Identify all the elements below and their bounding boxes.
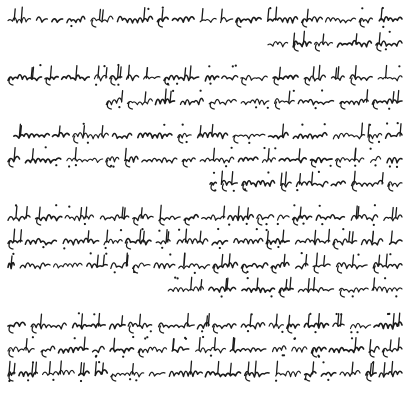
urdu-dot <box>274 147 276 149</box>
urdu-dot <box>372 362 374 364</box>
urdu-dot <box>146 336 148 338</box>
urdu-dot <box>322 361 324 363</box>
urdu-dot <box>163 124 165 126</box>
urdu-dot <box>210 355 212 357</box>
urdu-dot <box>357 254 359 256</box>
urdu-dot <box>231 147 233 149</box>
urdu-dot <box>386 122 388 124</box>
urdu-dot <box>80 380 82 382</box>
urdu-dot <box>63 247 65 249</box>
urdu-dot <box>265 223 267 225</box>
urdu-dot <box>304 378 306 380</box>
urdu-dot <box>293 90 295 92</box>
urdu-dot <box>45 146 47 148</box>
urdu-dot <box>256 228 258 230</box>
urdu-dot <box>340 313 342 315</box>
urdu-dot <box>233 190 235 192</box>
urdu-dot <box>78 312 80 314</box>
urdu-dot <box>318 171 320 173</box>
urdu-dot <box>87 142 89 144</box>
urdu-dot <box>55 164 57 166</box>
urdu-dot <box>39 64 41 66</box>
urdu-dot <box>84 223 86 225</box>
urdu-dot <box>161 247 163 249</box>
urdu-dot <box>301 252 303 254</box>
urdu-dot <box>283 354 285 356</box>
urdu-dot <box>266 229 268 231</box>
urdu-dot <box>178 229 180 231</box>
urdu-dot <box>68 165 70 167</box>
urdu-dot <box>93 313 95 315</box>
urdu-dot <box>202 336 204 338</box>
urdu-dot <box>235 65 237 67</box>
urdu-dot <box>167 83 169 85</box>
urdu-dot <box>336 313 338 315</box>
urdu-dot <box>330 165 332 167</box>
urdu-dot <box>32 361 34 363</box>
urdu-dot <box>228 224 230 226</box>
urdu-dot <box>267 171 269 173</box>
urdu-dot <box>395 295 397 297</box>
urdu-dot <box>174 277 176 279</box>
urdu-dot <box>384 277 386 279</box>
urdu-dot <box>208 65 210 67</box>
urdu-dot <box>248 142 250 144</box>
urdu-dot <box>55 204 57 206</box>
urdu-dot <box>194 272 196 274</box>
urdu-dot <box>219 247 221 249</box>
urdu-dot <box>90 252 92 254</box>
urdu-dot <box>388 108 390 110</box>
urdu-dot <box>277 223 279 225</box>
urdu-dot <box>201 330 203 332</box>
urdu-dot <box>389 165 391 167</box>
urdu-dot <box>232 65 234 67</box>
urdu-dot <box>75 164 77 166</box>
urdu-dot <box>158 230 160 232</box>
urdu-dot <box>281 331 283 333</box>
urdu-dot <box>214 189 216 191</box>
urdu-dot <box>389 253 391 255</box>
urdu-dot <box>396 166 398 168</box>
urdu-dot <box>98 361 100 363</box>
urdu-dot <box>217 228 219 230</box>
urdu-dot <box>209 83 211 85</box>
urdu-dot <box>270 295 272 297</box>
urdu-dot <box>309 313 311 315</box>
urdu-dot <box>150 330 152 332</box>
urdu-dot <box>186 141 188 143</box>
urdu-dot <box>176 83 178 85</box>
urdu-dot <box>351 337 353 339</box>
urdu-dot <box>225 165 227 167</box>
urdu-dot <box>103 65 105 67</box>
urdu-dot <box>327 379 329 381</box>
urdu-dot <box>144 337 146 339</box>
urdu-dot <box>301 124 303 126</box>
urdu-dot <box>314 331 316 333</box>
urdu-dot <box>317 355 319 357</box>
urdu-dot <box>255 106 257 108</box>
urdu-dot <box>70 25 72 27</box>
urdu-dot <box>213 172 215 174</box>
urdu-dot <box>319 205 321 207</box>
urdu-dot <box>129 378 131 380</box>
urdu-dot <box>342 228 344 230</box>
urdu-dot <box>244 188 246 190</box>
urdu-dot <box>247 330 249 332</box>
urdu-dot <box>296 189 298 191</box>
urdu-dot <box>269 7 271 9</box>
urdu-dot <box>294 337 296 339</box>
urdu-dot <box>12 253 14 255</box>
urdu-dot <box>200 90 202 92</box>
urdu-dot <box>246 223 248 225</box>
urdu-dot <box>356 331 358 333</box>
urdu-dot <box>387 313 389 315</box>
urdu-dot <box>382 7 384 9</box>
urdu-dot <box>370 148 372 150</box>
urdu-dot <box>105 253 107 255</box>
urdu-dot <box>95 356 97 358</box>
urdu-dot <box>374 204 376 206</box>
urdu-dot <box>117 84 119 86</box>
urdu-dot <box>162 7 164 9</box>
urdu-dot <box>120 229 122 231</box>
urdu-dot <box>27 379 29 381</box>
urdu-dot <box>184 337 186 339</box>
urdu-dot <box>385 48 387 50</box>
urdu-dot <box>122 356 124 358</box>
urdu-dot <box>350 331 352 333</box>
urdu-dot <box>302 223 304 225</box>
urdu-dot <box>172 90 174 92</box>
urdu-dot <box>177 277 179 279</box>
urdu-dot <box>169 253 171 255</box>
urdu-dot <box>52 379 54 381</box>
urdu-dot <box>321 223 323 225</box>
urdu-dot <box>315 107 317 109</box>
urdu-dot <box>277 246 279 248</box>
urdu-dot <box>246 271 248 273</box>
urdu-dot <box>133 271 135 273</box>
urdu-dot <box>114 271 116 273</box>
urdu-dot <box>352 295 354 297</box>
urdu-dot <box>42 246 44 248</box>
urdu-dot <box>112 166 114 168</box>
urdu-dot <box>389 31 391 33</box>
urdu-dot <box>251 313 253 315</box>
urdu-dot <box>374 164 376 166</box>
urdu-dot <box>293 204 295 206</box>
urdu-dot <box>369 124 371 126</box>
urdu-dot <box>74 337 76 339</box>
urdu-dot <box>247 277 249 279</box>
urdu-dot <box>141 228 143 230</box>
urdu-dot <box>132 336 134 338</box>
urdu-dot <box>378 141 380 143</box>
urdu-dot <box>83 123 85 125</box>
urdu-dot <box>118 106 120 108</box>
urdu-dot <box>95 84 97 86</box>
urdu-dot <box>361 7 363 9</box>
urdu-dot <box>398 65 400 67</box>
urdu-dot <box>147 8 149 10</box>
urdu-dot <box>382 26 384 28</box>
urdu-dot <box>397 122 399 124</box>
urdu-dot <box>135 379 137 381</box>
urdu-dot <box>373 224 375 226</box>
urdu-dot <box>110 165 112 167</box>
urdu-dot <box>182 124 184 126</box>
urdu-dot <box>15 204 17 206</box>
urdu-dot <box>68 206 70 208</box>
urdu-dot <box>267 107 269 109</box>
urdu-dot <box>321 89 323 91</box>
urdu-dot <box>117 64 119 66</box>
urdu-dot <box>8 380 10 382</box>
urdu-dot <box>354 165 356 167</box>
urdu-dot <box>324 123 326 125</box>
urdu-dot <box>221 295 223 297</box>
urdu-dot <box>105 247 107 249</box>
urdu-dot <box>263 147 265 149</box>
urdu-dot <box>32 336 34 338</box>
urdu-dot <box>275 380 277 382</box>
